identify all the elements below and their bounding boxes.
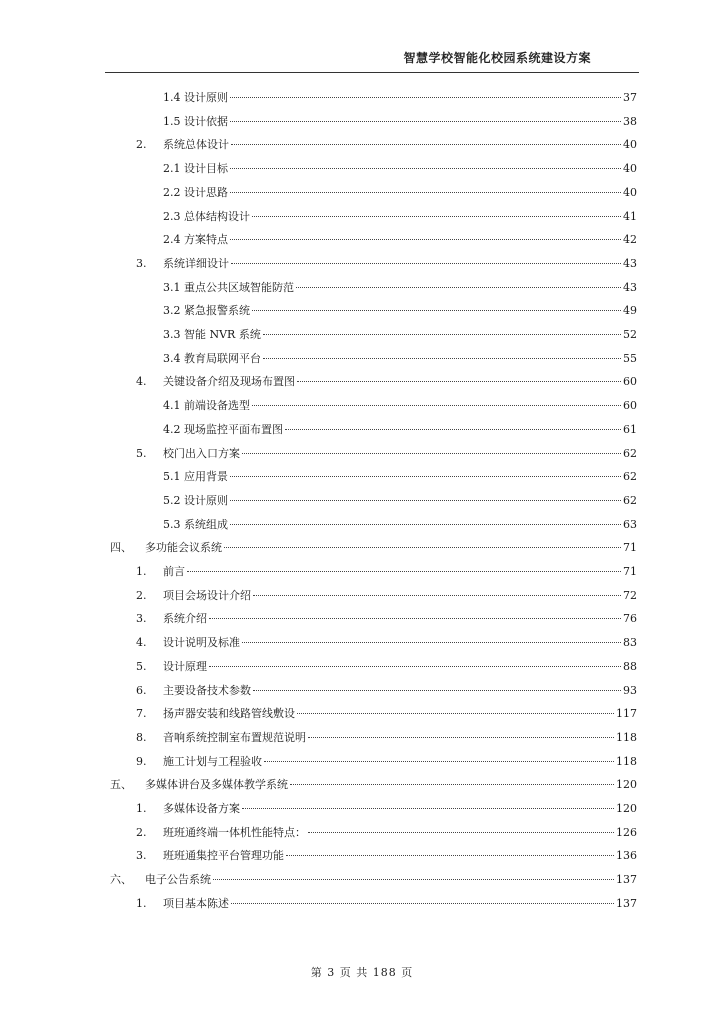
toc-entry-page-number: 40 [623, 162, 637, 176]
toc-entry-page-number: 40 [623, 138, 637, 152]
toc-entry-number: 四、 [110, 541, 132, 555]
toc-entry-page-number: 137 [616, 896, 637, 910]
toc-entry-page-number: 62 [623, 446, 637, 460]
toc-entry-title: 扬声器安装和线路管线敷设 [163, 707, 295, 721]
toc-dot-leader [297, 713, 614, 714]
toc-dot-leader [253, 595, 621, 596]
toc-entry-number: 6. [136, 683, 147, 697]
toc-entry-page-number: 42 [623, 233, 637, 247]
toc-entry[interactable] [110, 777, 637, 793]
toc-dot-leader [230, 97, 621, 98]
toc-entry-title: 前言 [163, 565, 185, 578]
toc-entry-page-number: 63 [623, 517, 637, 531]
toc-entry-title: 系统总体设计 [163, 138, 229, 152]
toc-entry-number: 9. [136, 754, 147, 768]
toc-entry[interactable] [136, 635, 637, 651]
toc-entry-title: 3.4 教育局联网平台 [163, 351, 261, 365]
toc-entry-page-number: 120 [616, 778, 637, 792]
toc-entry-title: 2.4 方案特点 [163, 233, 228, 247]
toc-entry[interactable] [163, 161, 637, 177]
toc-entry[interactable] [110, 540, 637, 556]
toc-entry-title: 3.2 紧急报警系统 [163, 304, 250, 318]
toc-entry-number: 五、 [110, 778, 132, 792]
toc-entry-page-number: 43 [623, 256, 637, 270]
toc-entry-number: 3. [136, 849, 147, 863]
toc-entry[interactable] [163, 90, 637, 106]
toc-dot-leader [264, 761, 614, 762]
toc-entry-title: 关键设备介绍及现场布置图 [163, 375, 295, 389]
toc-dot-leader [252, 310, 621, 311]
toc-entry-page-number: 126 [616, 825, 637, 839]
toc-entry[interactable] [136, 446, 637, 462]
header-divider [105, 72, 639, 73]
toc-dot-leader [187, 571, 621, 572]
toc-entry-title: 2.1 设计目标 [163, 162, 228, 176]
toc-entry-title: 多媒体设备方案 [163, 802, 240, 815]
toc-entry-title: 班班通集控平台管理功能 [163, 849, 284, 863]
toc-entry-title: 4.2 现场监控平面布置图 [163, 422, 283, 436]
toc-entry[interactable] [136, 611, 637, 627]
toc-entry-number: 2. [136, 825, 147, 839]
toc-entry-number: 3. [136, 256, 147, 270]
toc-entry[interactable] [136, 137, 637, 153]
toc-dot-leader [230, 500, 621, 501]
toc-entry-page-number: 72 [623, 588, 637, 602]
toc-dot-leader [252, 405, 621, 406]
toc-entry-title: 系统介绍 [163, 612, 207, 626]
toc-dot-leader [230, 192, 621, 193]
toc-entry-page-number: 120 [616, 802, 637, 815]
toc-dot-leader [209, 618, 621, 619]
toc-dot-leader [231, 263, 621, 264]
toc-dot-leader [286, 855, 614, 856]
toc-entry[interactable] [163, 398, 637, 414]
toc-entry-title: 5.2 设计原则 [163, 493, 228, 507]
toc-dot-leader [224, 547, 621, 548]
toc-entry-page-number: 76 [623, 612, 637, 626]
toc-entry[interactable] [136, 801, 637, 817]
toc-entry[interactable] [163, 422, 637, 438]
toc-dot-leader [209, 666, 621, 667]
toc-entry-title: 设计原理 [163, 659, 207, 673]
toc-entry-title: 5.3 系统组成 [163, 517, 228, 531]
toc-entry[interactable] [163, 280, 637, 296]
toc-entry-number: 2. [136, 138, 147, 152]
toc-entry-page-number: 93 [623, 683, 637, 697]
toc-entry-title: 电子公告系统 [145, 873, 211, 887]
toc-entry-number: 8. [136, 730, 147, 744]
toc-dot-leader [252, 216, 621, 217]
toc-dot-leader [231, 144, 621, 145]
toc-entry[interactable] [163, 517, 637, 533]
toc-entry[interactable] [163, 327, 637, 343]
toc-entry[interactable] [136, 683, 637, 699]
toc-entry-page-number: 60 [623, 399, 637, 413]
toc-entry[interactable] [136, 730, 637, 746]
toc-dot-leader [242, 642, 621, 643]
toc-entry-page-number: 71 [623, 541, 637, 555]
toc-dot-leader [285, 429, 621, 430]
toc-entry[interactable] [163, 232, 637, 248]
toc-entry[interactable] [136, 564, 637, 580]
toc-entry-page-number: 88 [623, 659, 637, 673]
toc-entry-title: 2.2 设计思路 [163, 185, 228, 199]
toc-entry-title: 项目会场设计介绍 [163, 588, 251, 602]
toc-entry[interactable] [136, 848, 637, 864]
toc-entry-title: 1.5 设计依据 [163, 114, 228, 128]
toc-entry-page-number: 38 [623, 114, 637, 128]
toc-entry-number: 3. [136, 612, 147, 626]
toc-entry-page-number: 62 [623, 470, 637, 484]
toc-entry-number: 2. [136, 588, 147, 602]
toc-entry-page-number: 136 [616, 849, 637, 863]
toc-entry-page-number: 60 [623, 375, 637, 389]
toc-entry-page-number: 62 [623, 493, 637, 507]
toc-entry-title: 施工计划与工程验收 [163, 754, 262, 768]
toc-entry-title: 设计说明及标准 [163, 636, 240, 650]
toc-entry-page-number: 83 [623, 636, 637, 650]
toc-entry[interactable] [163, 469, 637, 485]
toc-dot-leader [230, 121, 621, 122]
toc-entry-title: 多功能会议系统 [145, 541, 222, 555]
toc-entry-title: 系统详细设计 [163, 256, 229, 270]
toc-entry-title: 项目基本陈述 [163, 896, 229, 910]
document-title: 智慧学校智能化校园系统建设方案 [403, 51, 591, 65]
toc-dot-leader [308, 832, 614, 833]
toc-dot-leader [230, 476, 621, 477]
toc-dot-leader [242, 453, 621, 454]
toc-entry[interactable] [163, 209, 637, 225]
toc-entry-title: 班班通终端一体机性能特点： [163, 825, 306, 839]
toc-entry-page-number: 55 [623, 351, 637, 365]
toc-dot-leader [242, 808, 614, 809]
toc-entry-page-number: 43 [623, 280, 637, 294]
toc-entry-title: 音响系统控制室布置规范说明 [163, 730, 306, 744]
toc-entry-page-number: 37 [623, 91, 637, 104]
toc-entry-title: 1.4 设计原则 [163, 91, 228, 104]
toc-dot-leader [230, 168, 621, 169]
toc-entry[interactable] [136, 374, 637, 390]
toc-entry[interactable] [110, 872, 637, 888]
toc-entry[interactable] [163, 351, 637, 367]
toc-entry-number: 5. [136, 446, 147, 460]
toc-entry-title: 3.3 智能 NVR 系统 [163, 328, 261, 341]
toc-dot-leader [308, 737, 614, 738]
toc-entry[interactable] [136, 256, 637, 272]
toc-entry-page-number: 117 [616, 707, 637, 721]
toc-entry[interactable] [163, 185, 637, 201]
toc-dot-leader [253, 690, 621, 691]
toc-entry-page-number: 118 [616, 730, 637, 744]
toc-dot-leader [231, 903, 614, 904]
toc-entry[interactable] [136, 706, 637, 722]
toc-dot-leader [263, 334, 621, 335]
toc-entry[interactable] [163, 114, 637, 130]
toc-entry[interactable] [136, 754, 637, 770]
toc-dot-leader [230, 239, 621, 240]
toc-entry-number: 六、 [110, 873, 132, 887]
toc-entry[interactable] [163, 493, 637, 509]
toc-entry-title: 2.3 总体结构设计 [163, 209, 250, 223]
toc-entry-number: 7. [136, 707, 147, 721]
toc-entry-title: 5.1 应用背景 [163, 470, 228, 484]
toc-entry-number: 4. [136, 375, 147, 389]
toc-dot-leader [263, 358, 621, 359]
toc-entry-number: 1. [136, 565, 147, 578]
toc-entry-page-number: 49 [623, 304, 637, 318]
toc-entry-number: 4. [136, 636, 147, 650]
toc-entry-title: 3.1 重点公共区域智能防范 [163, 280, 294, 294]
toc-dot-leader [297, 381, 621, 382]
toc-dot-leader [213, 879, 614, 880]
toc-entry-number: 1. [136, 896, 147, 910]
toc-entry[interactable] [136, 896, 637, 912]
toc-entry-title: 4.1 前端设备选型 [163, 399, 250, 413]
toc-entry[interactable] [136, 588, 637, 604]
toc-entry-page-number: 118 [616, 754, 637, 768]
toc-entry-number: 5. [136, 659, 147, 673]
toc-entry-page-number: 41 [623, 209, 637, 223]
toc-entry-page-number: 71 [623, 565, 637, 578]
toc-entry-page-number: 61 [623, 422, 637, 436]
toc-entry-title: 主要设备技术参数 [163, 683, 251, 697]
toc-entry-number: 1. [136, 802, 147, 815]
toc-dot-leader [296, 287, 621, 288]
toc-entry[interactable] [163, 303, 637, 319]
toc-entry-page-number: 137 [616, 873, 637, 887]
toc-entry-page-number: 40 [623, 185, 637, 199]
toc-entry-title: 多媒体讲台及多媒体教学系统 [145, 778, 288, 792]
page-footer: 第 3 页 共 188 页 [310, 966, 414, 979]
toc-entry-title: 校门出入口方案 [163, 446, 240, 460]
toc-entry-page-number: 52 [623, 328, 637, 341]
toc-entry[interactable] [136, 659, 637, 675]
toc-entry[interactable] [136, 825, 637, 841]
toc-dot-leader [230, 524, 621, 525]
toc-dot-leader [290, 784, 614, 785]
